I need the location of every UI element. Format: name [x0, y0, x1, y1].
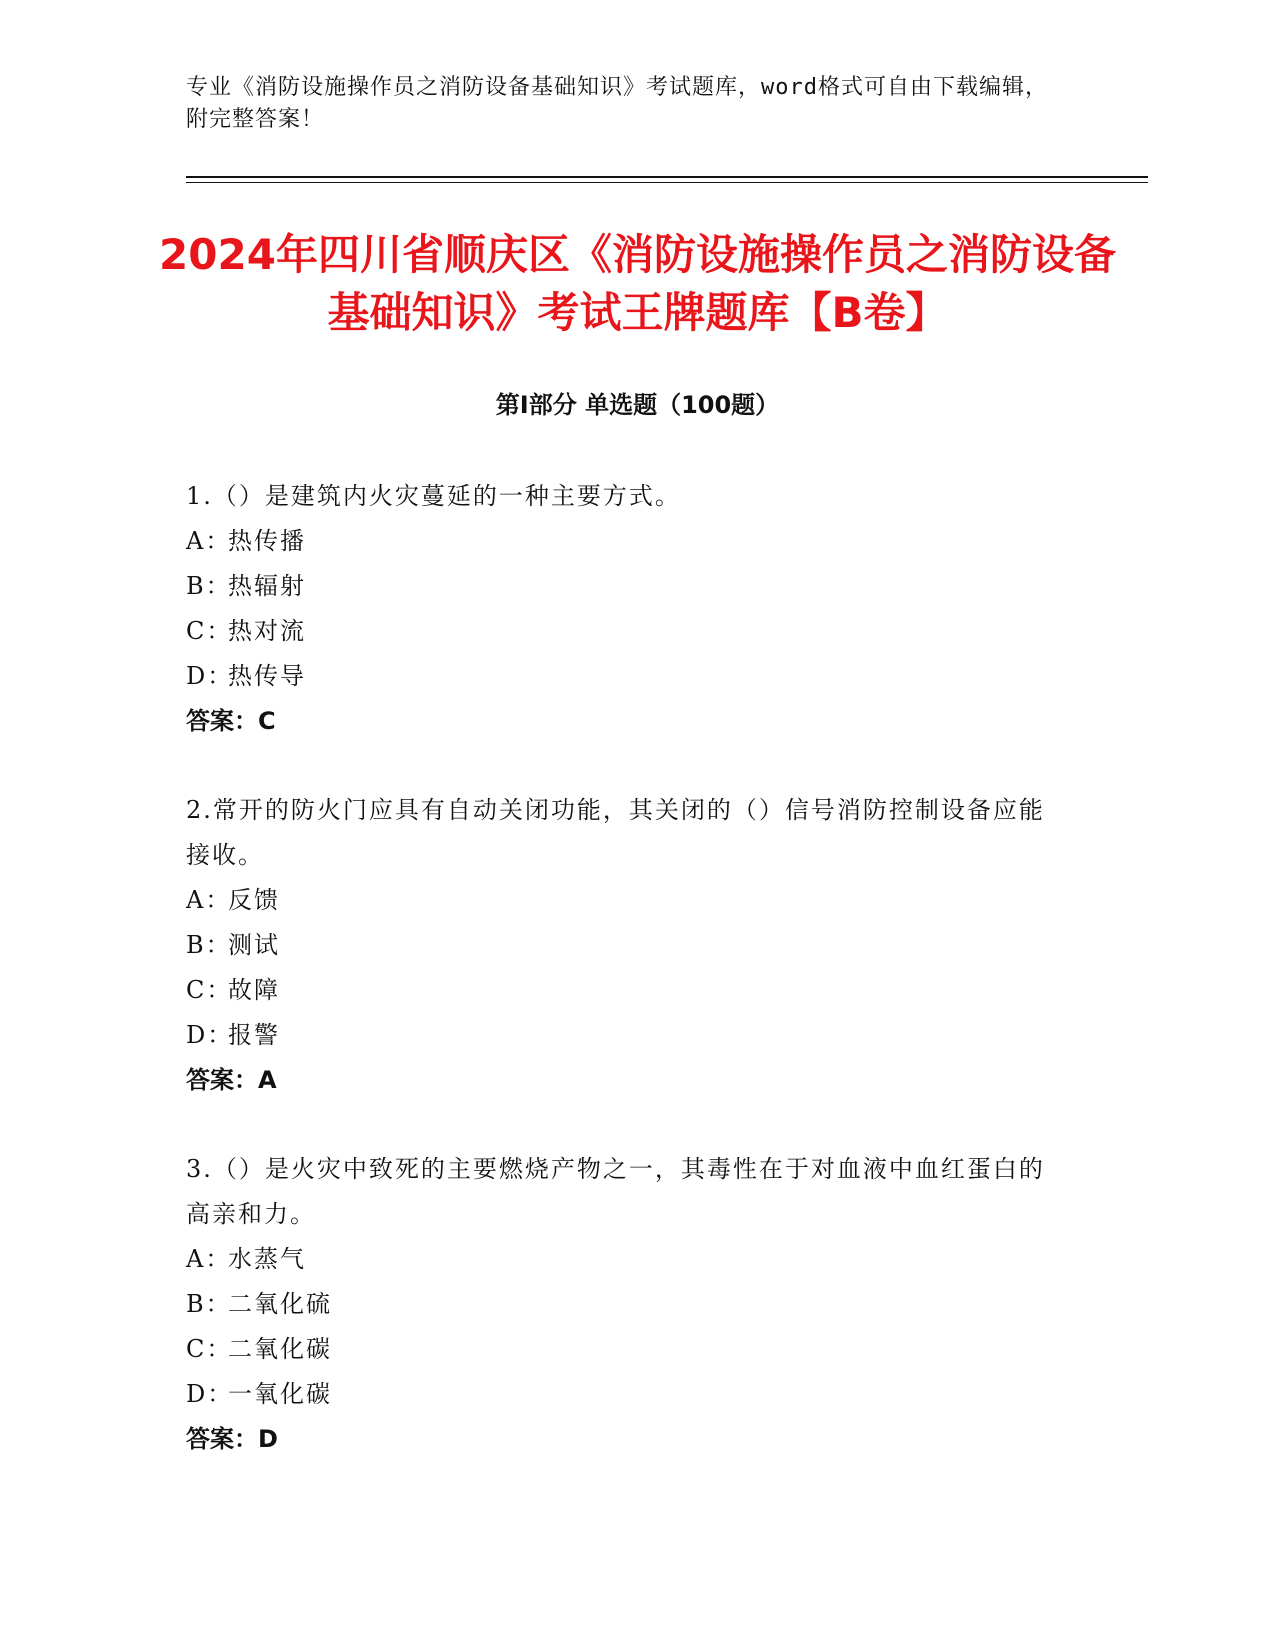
- question-stem: 1.（）是建筑内火灾蔓延的一种主要方式。: [186, 482, 681, 510]
- question-item: [186, 474, 1066, 744]
- header-divider-thin: [186, 182, 1148, 183]
- option-d: [186, 654, 1066, 699]
- option-key: A：: [186, 527, 232, 555]
- option-text: 水蒸气: [228, 1245, 306, 1273]
- option-b: [186, 923, 1066, 968]
- answer-line: 答案：C: [186, 707, 276, 735]
- option-key: A：: [186, 1245, 232, 1273]
- answer-line: 答案：D: [186, 1425, 278, 1453]
- answer-line: 答案：A: [186, 1066, 277, 1094]
- option-b: [186, 564, 1066, 609]
- question-list: [186, 474, 1066, 1506]
- option-a: [186, 878, 1066, 923]
- question-item: [186, 1147, 1066, 1462]
- option-key: B：: [186, 1290, 232, 1318]
- option-c: [186, 968, 1066, 1013]
- option-key: D：: [186, 662, 234, 690]
- section-heading: 第Ⅰ部分 单选题（100题）: [495, 391, 780, 419]
- question-stem: 3.（）是火灾中致死的主要燃烧产物之一，其毒性在于对血液中血红蛋白的高亲和力。: [186, 1155, 1045, 1228]
- option-c: [186, 609, 1066, 654]
- question-item: [186, 788, 1066, 1103]
- document-title: 2024年四川省顺庆区《消防设施操作员之消防设备基础知识》考试王牌题库【B卷】: [159, 230, 1116, 337]
- header-note: 专业《消防设施操作员之消防设备基础知识》考试题库，word格式可自由下载编辑，附完整答案！: [186, 75, 1048, 132]
- option-text: 热辐射: [228, 572, 306, 600]
- option-a: [186, 519, 1066, 564]
- option-d: [186, 1372, 1066, 1417]
- question-stem: 2.常开的防火门应具有自动关闭功能，其关闭的（）信号消防控制设备应能接收。: [186, 796, 1045, 869]
- option-key: D：: [186, 1380, 234, 1408]
- option-text: 一氧化碳: [228, 1380, 332, 1408]
- option-text: 故障: [228, 976, 280, 1004]
- option-text: 二氧化碳: [228, 1335, 332, 1363]
- option-c: [186, 1327, 1066, 1372]
- option-key: A：: [186, 886, 232, 914]
- option-key: B：: [186, 931, 232, 959]
- option-b: [186, 1282, 1066, 1327]
- option-key: C：: [186, 1335, 233, 1363]
- option-a: [186, 1237, 1066, 1282]
- header-divider-thick: [186, 176, 1148, 178]
- option-text: 反馈: [228, 886, 280, 914]
- option-text: 报警: [228, 1021, 280, 1049]
- option-d: [186, 1013, 1066, 1058]
- option-key: C：: [186, 976, 233, 1004]
- option-key: B：: [186, 572, 232, 600]
- option-text: 二氧化硫: [228, 1290, 332, 1318]
- option-text: 热对流: [228, 617, 306, 645]
- option-key: C：: [186, 617, 233, 645]
- option-text: 热传播: [228, 527, 306, 555]
- option-text: 热传导: [228, 662, 306, 690]
- option-key: D：: [186, 1021, 234, 1049]
- option-text: 测试: [228, 931, 280, 959]
